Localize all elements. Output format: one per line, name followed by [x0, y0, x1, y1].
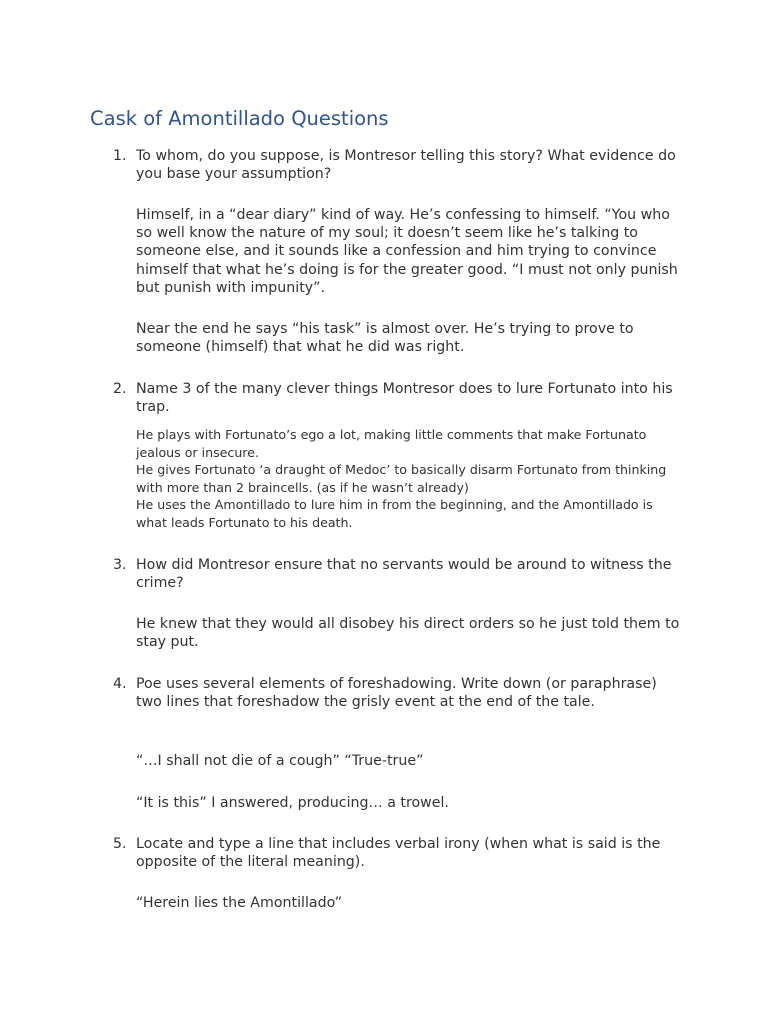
question-1-text: To whom, do you suppose, is Montresor telling this story? What evidence do you base your assumption?: [136, 148, 676, 183]
question-2-answer-1: He plays with Fortunato’s ego a lot, making little comments that make Fortunato jealous or insecure.: [136, 427, 647, 460]
question-5-answer-1: “Herein lies the Amontillado”: [136, 895, 343, 911]
question-3-text: How did Montresor ensure that no servants would be around to witness the crime?: [136, 557, 672, 592]
question-3-answer-1: He knew that they would all disobey his direct orders so he just told them to stay put.: [136, 616, 680, 651]
question-2-number: 2.: [113, 381, 127, 397]
question-2-answer-3: He uses the Amontillado to lure him in from the beginning, and the Amontillado is what leads Fortunato to his death.: [136, 497, 653, 530]
question-3-number: 3.: [113, 557, 127, 573]
question-4-text: Poe uses several elements of foreshadowing. Write down (or paraphrase) two lines that foreshadow the grisly event at the end of the tale.: [136, 676, 657, 711]
question-1-answer-2: Near the end he says “his task” is almost over. He’s trying to prove to someone (himself) that what he did was right.: [136, 321, 634, 356]
question-1-number: 1.: [113, 148, 127, 164]
question-5-number: 5.: [113, 836, 127, 852]
question-1-answer-1: Himself, in a “dear diary” kind of way. He’s confessing to himself. “You who so well know the nature of my soul; it doesn’t seem like he’s talking to someone else, and it sounds like a confession and him trying to convince himself that what he’s doing is for the greater good. “I must not only punish but punish with impunity”.: [136, 207, 678, 296]
question-2-text: Name 3 of the many clever things Montresor does to lure Fortunato into his trap.: [136, 381, 673, 416]
question-4-number: 4.: [113, 676, 127, 692]
question-4-answer-2: “It is this” I answered, producing… a trowel.: [136, 795, 449, 811]
document-title: Cask of Amontillado Questions: [90, 107, 389, 130]
question-5-text: Locate and type a line that includes verbal irony (when what is said is the opposite of the literal meaning).: [136, 836, 661, 871]
question-4-answer-1: “…I shall not die of a cough” “True-true”: [136, 753, 424, 769]
question-2-answer-2: He gives Fortunato ‘a draught of Medoc’ to basically disarm Fortunato from thinking with more than 2 braincells. (as if he wasn’t already): [136, 462, 667, 495]
